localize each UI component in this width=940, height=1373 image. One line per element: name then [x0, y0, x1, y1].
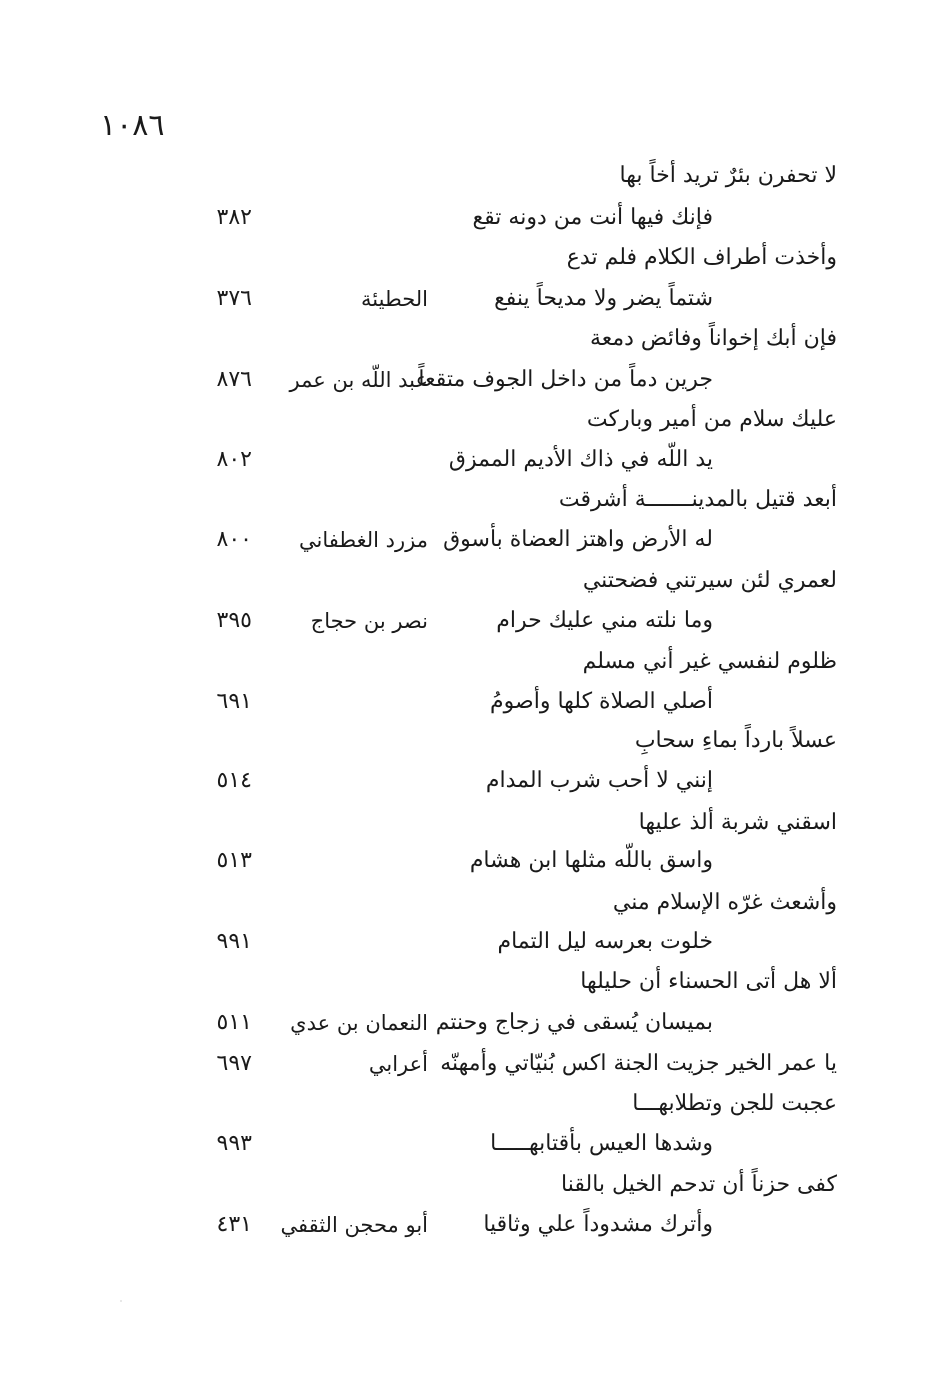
page-reference: ٥١١ [216, 1010, 252, 1035]
scan-speck [120, 1300, 122, 1302]
verse-first-hemistich: وأشعث غرّه الإسلام مني [612, 890, 837, 915]
poet-name: نصر بن حجاج [310, 609, 428, 633]
verse-entry-line2 [0, 682, 940, 722]
verse-first-hemistich: كفى حزناً أن تدحم الخيل بالقنا [561, 1172, 837, 1197]
verse-second-hemistich: بميسان يُسقى في زجاج وحنتم [435, 1010, 713, 1035]
page-reference: ٩٩١ [216, 929, 252, 954]
verse-second-hemistich: وأترك مشدوداً علي وثاقيا [483, 1212, 713, 1237]
page-reference: ٦٩٧ [216, 1051, 252, 1076]
page-reference: ٩٩٣ [216, 1131, 252, 1156]
verse-first-hemistich: عجبت للجن وتطلابهـــا [632, 1091, 837, 1116]
verse-first-hemistich: أبعد قتيل بالمدينـــــــة أشرقت [558, 487, 837, 512]
verse-entry [0, 721, 940, 761]
verse-entry-line2 [0, 520, 940, 560]
verse-first-hemistich: لعمري لئن سيرتني فضحتني [582, 568, 837, 593]
page-reference: ٣٧٦ [216, 286, 252, 311]
verse-first-hemistich: عليك سلام من أمير وباركت [586, 407, 837, 432]
verse-first-hemistich: ألا هل أتى الحسناء أن حليلها [580, 969, 837, 994]
verse-second-hemistich: وشدها العيس بأقتابهـــــا [490, 1131, 713, 1156]
verse-second-hemistich: فإنك فيها أنت من دونه تقع [472, 205, 713, 230]
verse-second-hemistich: أصلي الصلاة كلها وأصومُ [490, 689, 713, 714]
verse-entry-line2 [0, 1003, 940, 1043]
verse-entry-line2 [0, 198, 940, 238]
verse-entry [0, 883, 940, 923]
verse-entry [0, 803, 940, 843]
page-reference: ٨٠٢ [216, 447, 252, 472]
page-reference: ٨٧٦ [216, 367, 252, 392]
verse-entry [0, 561, 940, 601]
page-reference: ٦٩١ [216, 689, 252, 714]
verse-entry [0, 400, 940, 440]
poet-name: أبو محجن الثقفي [280, 1213, 428, 1237]
verse-second-hemistich: شتماً يضر ولا مديحاً ينفع [494, 286, 713, 311]
verse-entry [0, 156, 940, 196]
verse-entry-line2 [0, 761, 940, 801]
poet-name: النعمان بن عدي [290, 1011, 428, 1035]
verse-entry [0, 1165, 940, 1205]
verse-entry-line2 [0, 279, 940, 319]
poet-name: أعرابي [368, 1052, 428, 1076]
verse-entry [0, 319, 940, 359]
verse-second-hemistich: له الأرض واهتز العضاة بأسوق [443, 527, 713, 552]
verse-entry-line2 [0, 360, 940, 400]
page-reference: ٨٠٠ [216, 527, 252, 552]
page-reference: ٥١٤ [216, 768, 252, 793]
verse-entry [0, 962, 940, 1002]
verse-entry-line2 [0, 601, 940, 641]
verse-entry [0, 1044, 940, 1084]
poet-name: عبد اللّه بن عمر [289, 368, 428, 392]
verse-entry-line2 [0, 440, 940, 480]
poet-name: الحطيئة [361, 287, 428, 311]
page-reference: ٣٨٢ [216, 205, 252, 230]
verse-entry [0, 480, 940, 520]
verse-first-hemistich: ظلوم لنفسي غير أني مسلم [582, 649, 837, 674]
verse-second-hemistich: واسق باللّه مثلها ابن هشام [469, 848, 713, 873]
verse-entry-line2 [0, 841, 940, 881]
poet-name: مزرد الغطفاني [299, 528, 428, 552]
page-reference: ٤٣١ [216, 1212, 252, 1237]
verse-first-hemistich: عسلاً بارداً بماءِ سحابِ [634, 728, 837, 753]
verse-second-hemistich: وما نلته مني عليك حرام [496, 608, 713, 633]
page-reference: ٣٩٥ [216, 608, 252, 633]
verse-entry [0, 1084, 940, 1124]
verse-second-hemistich: يد اللّه في ذاك الأديم الممزق [448, 447, 713, 472]
verse-entry [0, 238, 940, 278]
page-number: ١٠٨٦ [100, 108, 165, 143]
verse-entry-line2 [0, 922, 940, 962]
verse-second-hemistich: جرين دماً من داخل الجوف متقعاً [418, 367, 713, 392]
verse-entry [0, 642, 940, 682]
verse-second-hemistich: خلوت بعرسه ليل التمام [497, 929, 713, 954]
verse-first-hemistich: وأخذت أطراف الكلام فلم تدع [566, 245, 837, 270]
verse-first-hemistich: يا عمر الخير جزيت الجنة اكس بُنيّاتي وأمهنّه [440, 1051, 837, 1076]
verse-second-hemistich: إنني لا أحب شرب المدام [485, 768, 713, 793]
verse-first-hemistich: اسقني شربة ألذ عليها [638, 810, 837, 835]
verse-entry-line2 [0, 1205, 940, 1245]
verse-first-hemistich: لا تحفرن بئرٌ تريد أخاً بها [619, 163, 837, 188]
verse-entry-line2 [0, 1124, 940, 1164]
verse-first-hemistich: فإن أبك إخواناً وفائض دمعة [589, 326, 837, 351]
page-reference: ٥١٣ [216, 848, 252, 873]
